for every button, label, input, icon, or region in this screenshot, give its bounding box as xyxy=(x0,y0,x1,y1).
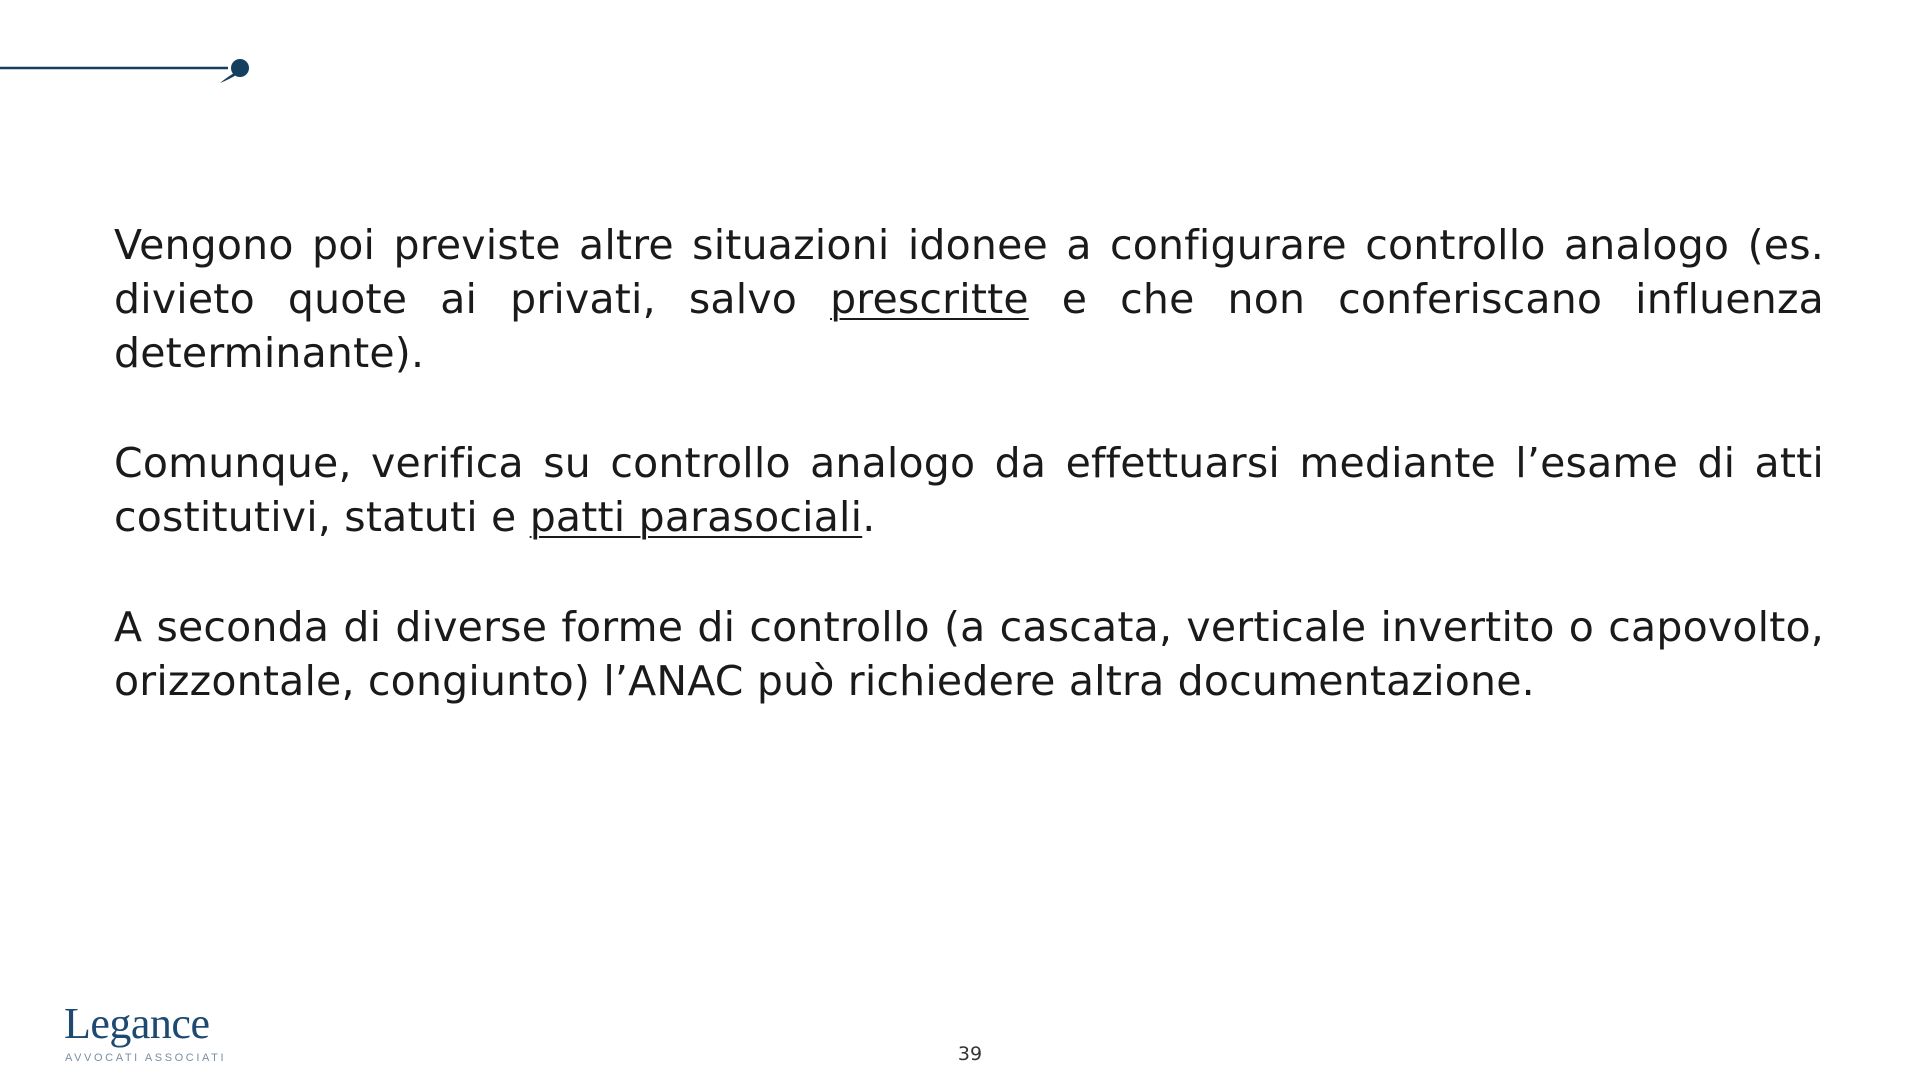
legance-logo xyxy=(64,999,227,1070)
logo-tagline: AVVOCATI ASSOCIATI xyxy=(65,1052,227,1064)
paragraph-1-text-end: e che non conferiscano influenza determinante). xyxy=(114,275,1824,377)
paragraph-1 xyxy=(114,218,1824,380)
paragraph-2-text-end: . xyxy=(862,493,876,541)
decorative-line-icon xyxy=(0,52,260,92)
logo-name: Legance xyxy=(64,999,210,1048)
link-prescritte[interactable]: prescritte xyxy=(830,275,1029,323)
paragraph-2-text: Comunque, verifica su controllo analogo da effettuarsi mediante l’esame di atti costitutivi, statuti e xyxy=(114,439,1824,541)
page-number: 39 xyxy=(957,1043,983,1065)
paragraph-3: A seconda di diverse forme di controllo (a cascata, verticale invertito o capovolto, orizzontale, congiunto) l’ANAC può richiedere altra documentazione. xyxy=(114,603,1824,705)
paragraph-2 xyxy=(114,436,1824,544)
link-patti-parasociali[interactable]: patti parasociali xyxy=(529,493,863,541)
paragraph-1-text: Vengono poi previste altre situazioni idonee a configurare controllo analogo (es. divieto quote ai privati, salvo xyxy=(114,221,1824,323)
slide-body xyxy=(114,218,1824,764)
